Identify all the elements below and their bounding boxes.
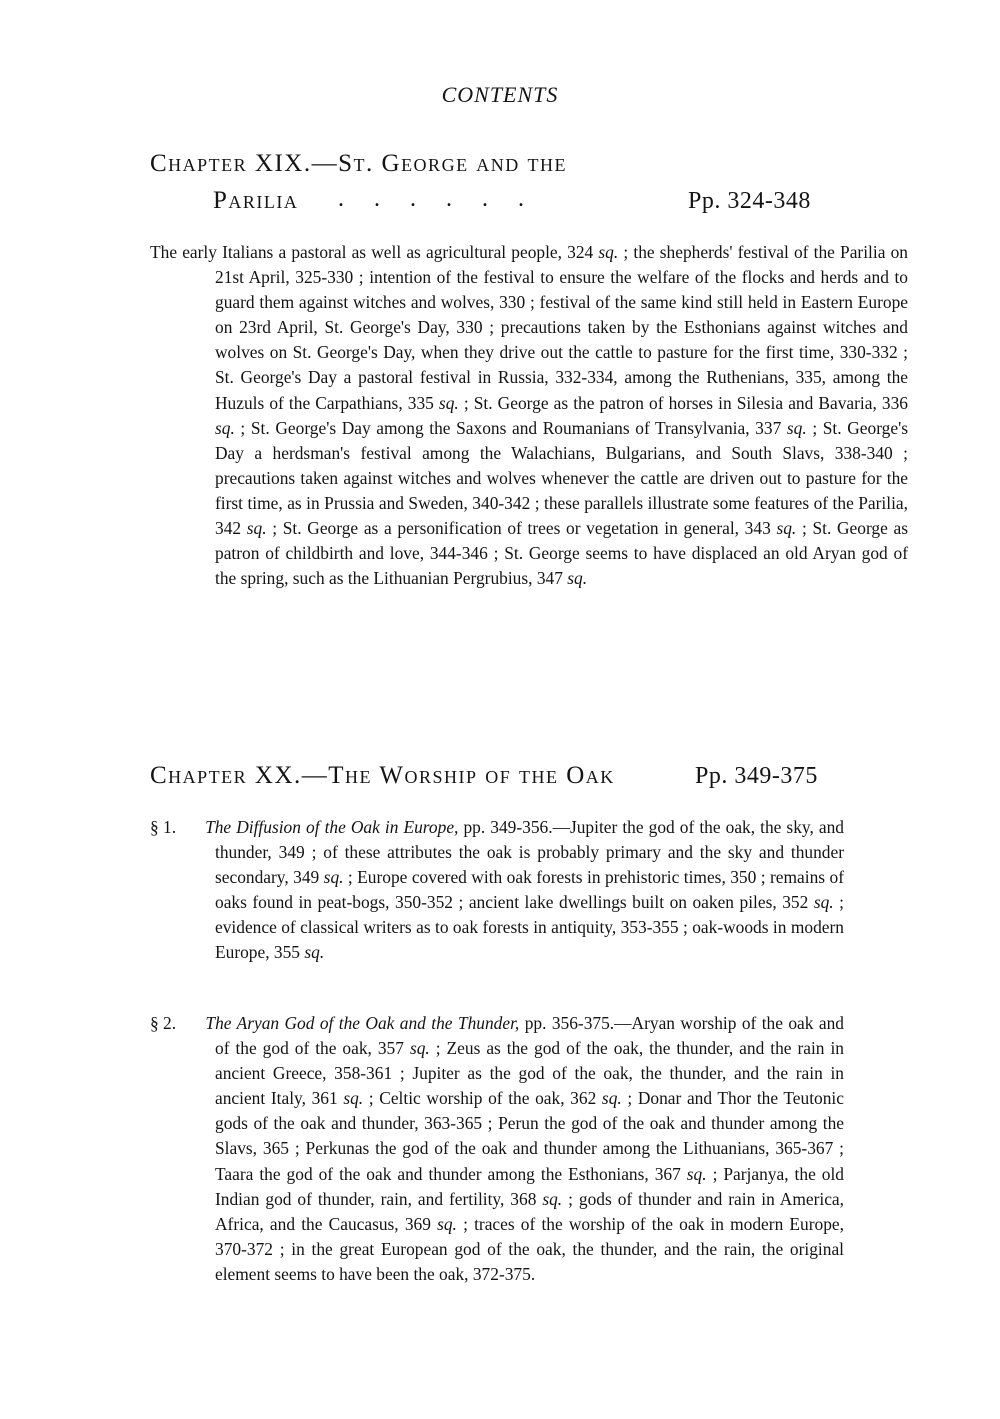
chapter-19-title-text: Chapter XIX.—St. George and the: [150, 150, 568, 177]
section-2-summary: —Aryan worship of the oak and of the god of the oak, 357 sq. ; Zeus as the god of the oak, the thunder, and the rain in ancient Greece, 358-361 ; Jupiter as the god of the oak, the thunder, and the rain in ancient Italy, 361 sq. ; Celtic worship of the oak, 362 sq. ; Donar and Thor the Teutonic gods of the oak and thunder, 363-365 ; Perun the god of the oak and thunder among the Slavs, 365 ; Perkunas the god of the oak and thunder among the Lithuanians, 365-367 ; Taara the god of the oak and thunder among the Esthonians, 367 sq. ; Parjanya, the old Indian god of thunder, rain, and fertility, 368 sq. ; gods of thunder and rain in America, Africa, and the Caucasus, 369 sq. ; traces of the worship of the oak in modern Europe, 370-372 ; in the great European god of the oak, the thunder, and the rain, the original element seems to have been the oak, 372-375.: [215, 1013, 845, 1284]
chapter-20-title-text: Chapter XX.—The Worship of the Oak: [150, 762, 615, 789]
section-2: [150, 1011, 844, 1287]
chapter-19-summary: The early Italians a pastoral as well as agricultural people, 324 sq. ; the shepherds' festival of the Parilia on 21st April, 325-330 ; intention of the festival to ensure the welfare of the flocks and herds and to guard them against witches and wolves, 330 ; festival of the same kind still held in Eastern Europe on 23rd April, St. George's Day, 330 ; precautions taken by the Esthonians against witches and wolves on St. George's Day, when they drive out the cattle to pasture for the first time, 330-332 ; St. George's Day a pastoral festival in Russia, 332-334, among the Ruthenians, 335, among the Huzuls of the Carpathians, 335 sq. ; St. George as the patron of horses in Silesia and Bavaria, 336 sq. ; St. George's Day among the Saxons and Roumanians of Transylvania, 337 sq. ; St. George's Day a herdsman's festival among the Walachians, Bulgarians, and South Slavs, 338-340 ; precautions taken against witches and wolves whenever the cattle are driven out to pasture for the first time, as in Prussia and Sweden, 340-342 ; these parallels illustrate some features of the Parilia, 342 sq. ; St. George as a personification of trees or vegetation in general, 343 sq. ; St. George as patron of childbirth and love, 344-346 ; St. George seems to have displaced an old Aryan god of the spring, such as the Lithuanian Pergrubius, 347 sq.: [150, 242, 908, 589]
section-1-title: The Diffusion of the Oak in Europe,: [205, 817, 459, 837]
chapter-20-title: [150, 762, 615, 790]
chapter-19-title-line1: [150, 150, 567, 178]
chapter-19-title-text-2: Parilia: [213, 187, 299, 214]
running-head: CONTENTS: [441, 82, 559, 107]
chapter-20-pages: Pp. 349-375: [695, 763, 818, 789]
section-1-pages: pp. 349-356.: [463, 817, 553, 837]
section-2-mark: § 2.: [150, 1013, 177, 1033]
section-1-summary: —Jupiter the god of the oak, the sky, and thunder, 349 ; of these attributes the oak is probably primary and the sky and thunder secondary, 349 sq. ; Europe covered with oak forests in prehistoric times, 350 ; remains of oaks found in peat-bogs, 350-352 ; ancient lake dwellings built on oaken piles, 352 sq. ; evidence of classical writers as to oak forests in antiquity, 353-355 ; oak-woods in modern Europe, 355 sq.: [215, 817, 844, 963]
chapter-19-title-line2: [213, 187, 298, 215]
section-1-mark: § 1.: [150, 817, 177, 837]
chapter-19-pages: Pp. 324-348: [688, 188, 811, 214]
section-1: [150, 815, 844, 966]
section-2-title: The Aryan God of the Oak and the Thunder,: [205, 1013, 520, 1033]
section-2-pages: pp. 356-375.: [524, 1013, 615, 1033]
chapter-19-leaders: ......: [338, 186, 554, 212]
